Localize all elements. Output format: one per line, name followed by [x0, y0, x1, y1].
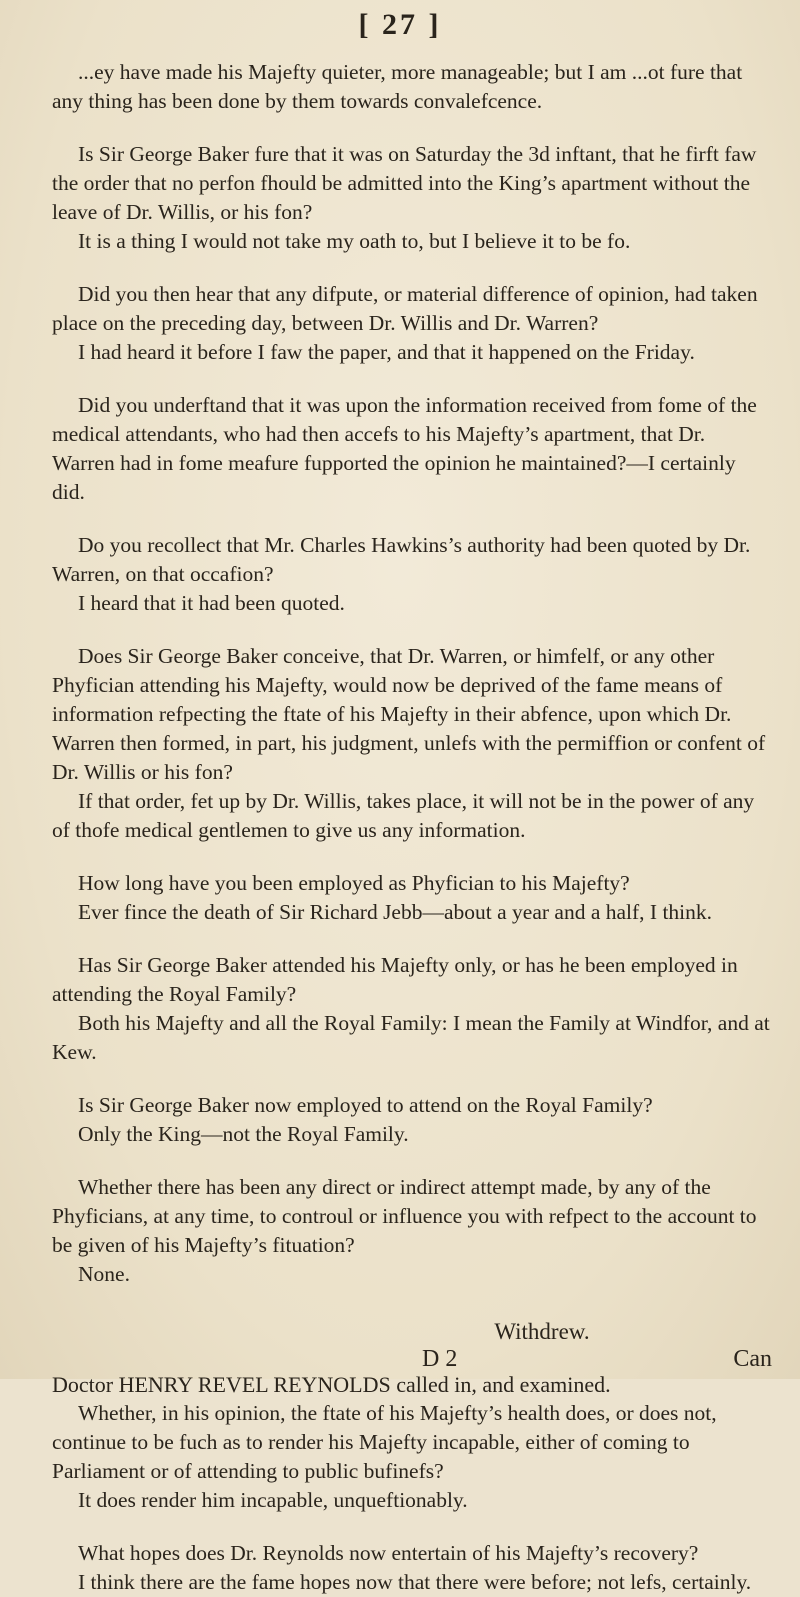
catchword: Can: [733, 1346, 772, 1372]
answer-paragraph: It is a thing I would not take my oath to, but I believe it to be fo.: [78, 229, 631, 253]
signature-mark: D 2: [422, 1346, 458, 1372]
answer-paragraph: I had heard it before I faw the paper, and that it happened on the Friday.: [78, 340, 695, 364]
paragraph-gap: [52, 507, 772, 531]
paragraph-gap: [52, 1289, 772, 1313]
paragraph-gap: [52, 845, 772, 869]
question-paragraph: How long have you been employed as Phyfician to his Majefty?: [78, 871, 630, 895]
answer-paragraph: It does render him incapable, unqueftionably.: [78, 1488, 468, 1512]
question-paragraph: Has Sir George Baker attended his Majefty only, or has he been employed in attending the Royal Family?: [52, 953, 738, 1006]
question-paragraph: Whether, in his opinion, the ftate of his Majefty’s health does, or does not, continue to be fuch as to render his Majefty incapable, either of coming to Parliament or of attending to public bufinefs?: [52, 1401, 717, 1483]
question-paragraph: ...ey have made his Majefty quieter, more manageable; but I am ...ot fure that any thing has been done by them towards convalefcence.: [52, 60, 743, 113]
question-paragraph: What hopes does Dr. Reynolds now entertain of his Majefty’s recovery?: [78, 1541, 699, 1565]
answer-paragraph: I think there are the fame hopes now that there were before; not lefs, certainly.: [78, 1570, 752, 1594]
question-paragraph: Does Sir George Baker conceive, that Dr. Warren, or himfelf, or any other Phyfician attending his Majefty, would now be deprived of the fame means of information refpecting the ftate of his Majefty in their abfence, upon which Dr. Warren then formed, in part, his judgment, unlefs with the permiffion or confent of Dr. Willis or his fon?: [52, 644, 766, 784]
question-paragraph: Is Sir George Baker fure that it was on Saturday the 3d inftant, that he firft faw the order that no perfon fhould be admitted into the King’s apartment without the leave of Dr. Willis, or his fon?: [52, 142, 757, 224]
answer-paragraph: Only the King—not the Royal Family.: [78, 1122, 409, 1146]
question-paragraph: Is Sir George Baker now employed to attend on the Royal Family?: [78, 1093, 653, 1117]
question-paragraph: Whether there has been any direct or indirect attempt made, by any of the Phyficians, at any time, to controul or influence you with refpect to the account to be given of his Majefty’s fituation?: [52, 1175, 757, 1257]
paragraph-gap: [52, 116, 772, 140]
paragraph-gap: [52, 1149, 772, 1173]
question-paragraph: Did you underftand that it was upon the information received from fome of the medical attendants, who had then accefs to his Majefty’s apartment, that Dr. Warren had in fome meafure fupported the opinion he maintained?—I certainly did.: [52, 393, 757, 504]
answer-paragraph: Ever fince the death of Sir Richard Jebb—about a year and a half, I think.: [78, 900, 713, 924]
paragraph-gap: [52, 367, 772, 391]
answer-paragraph: None.: [78, 1262, 130, 1286]
answer-paragraph: Both his Majefty and all the Royal Family: I mean the Family at Windfor, and at Kew.: [52, 1011, 770, 1064]
paragraph-gap: [52, 1067, 772, 1091]
paragraph-gap: [52, 1515, 772, 1539]
paragraph-gap: [52, 256, 772, 280]
examination-heading: Doctor HENRY REVEL REYNOLDS called in, and examined.: [52, 1372, 611, 1397]
question-paragraph: Did you then hear that any difpute, or material difference of opinion, had taken place on the preceding day, between Dr. Willis and Dr. Warren?: [52, 282, 758, 335]
withdrew-line: Withdrew.: [494, 1319, 590, 1344]
question-paragraph: Do you recollect that Mr. Charles Hawkins’s authority had been quoted by Dr. Warren, on that occafion?: [52, 533, 751, 586]
page-footer: [52, 1346, 772, 1376]
paragraph-gap: [52, 618, 772, 642]
paragraph-gap: [52, 927, 772, 951]
page-number: [ 27 ]: [358, 8, 442, 41]
answer-paragraph: I heard that it had been quoted.: [78, 591, 345, 615]
answer-paragraph: If that order, fet up by Dr. Willis, takes place, it will not be in the power of any of thofe medical gentlemen to give us any information.: [52, 789, 755, 842]
